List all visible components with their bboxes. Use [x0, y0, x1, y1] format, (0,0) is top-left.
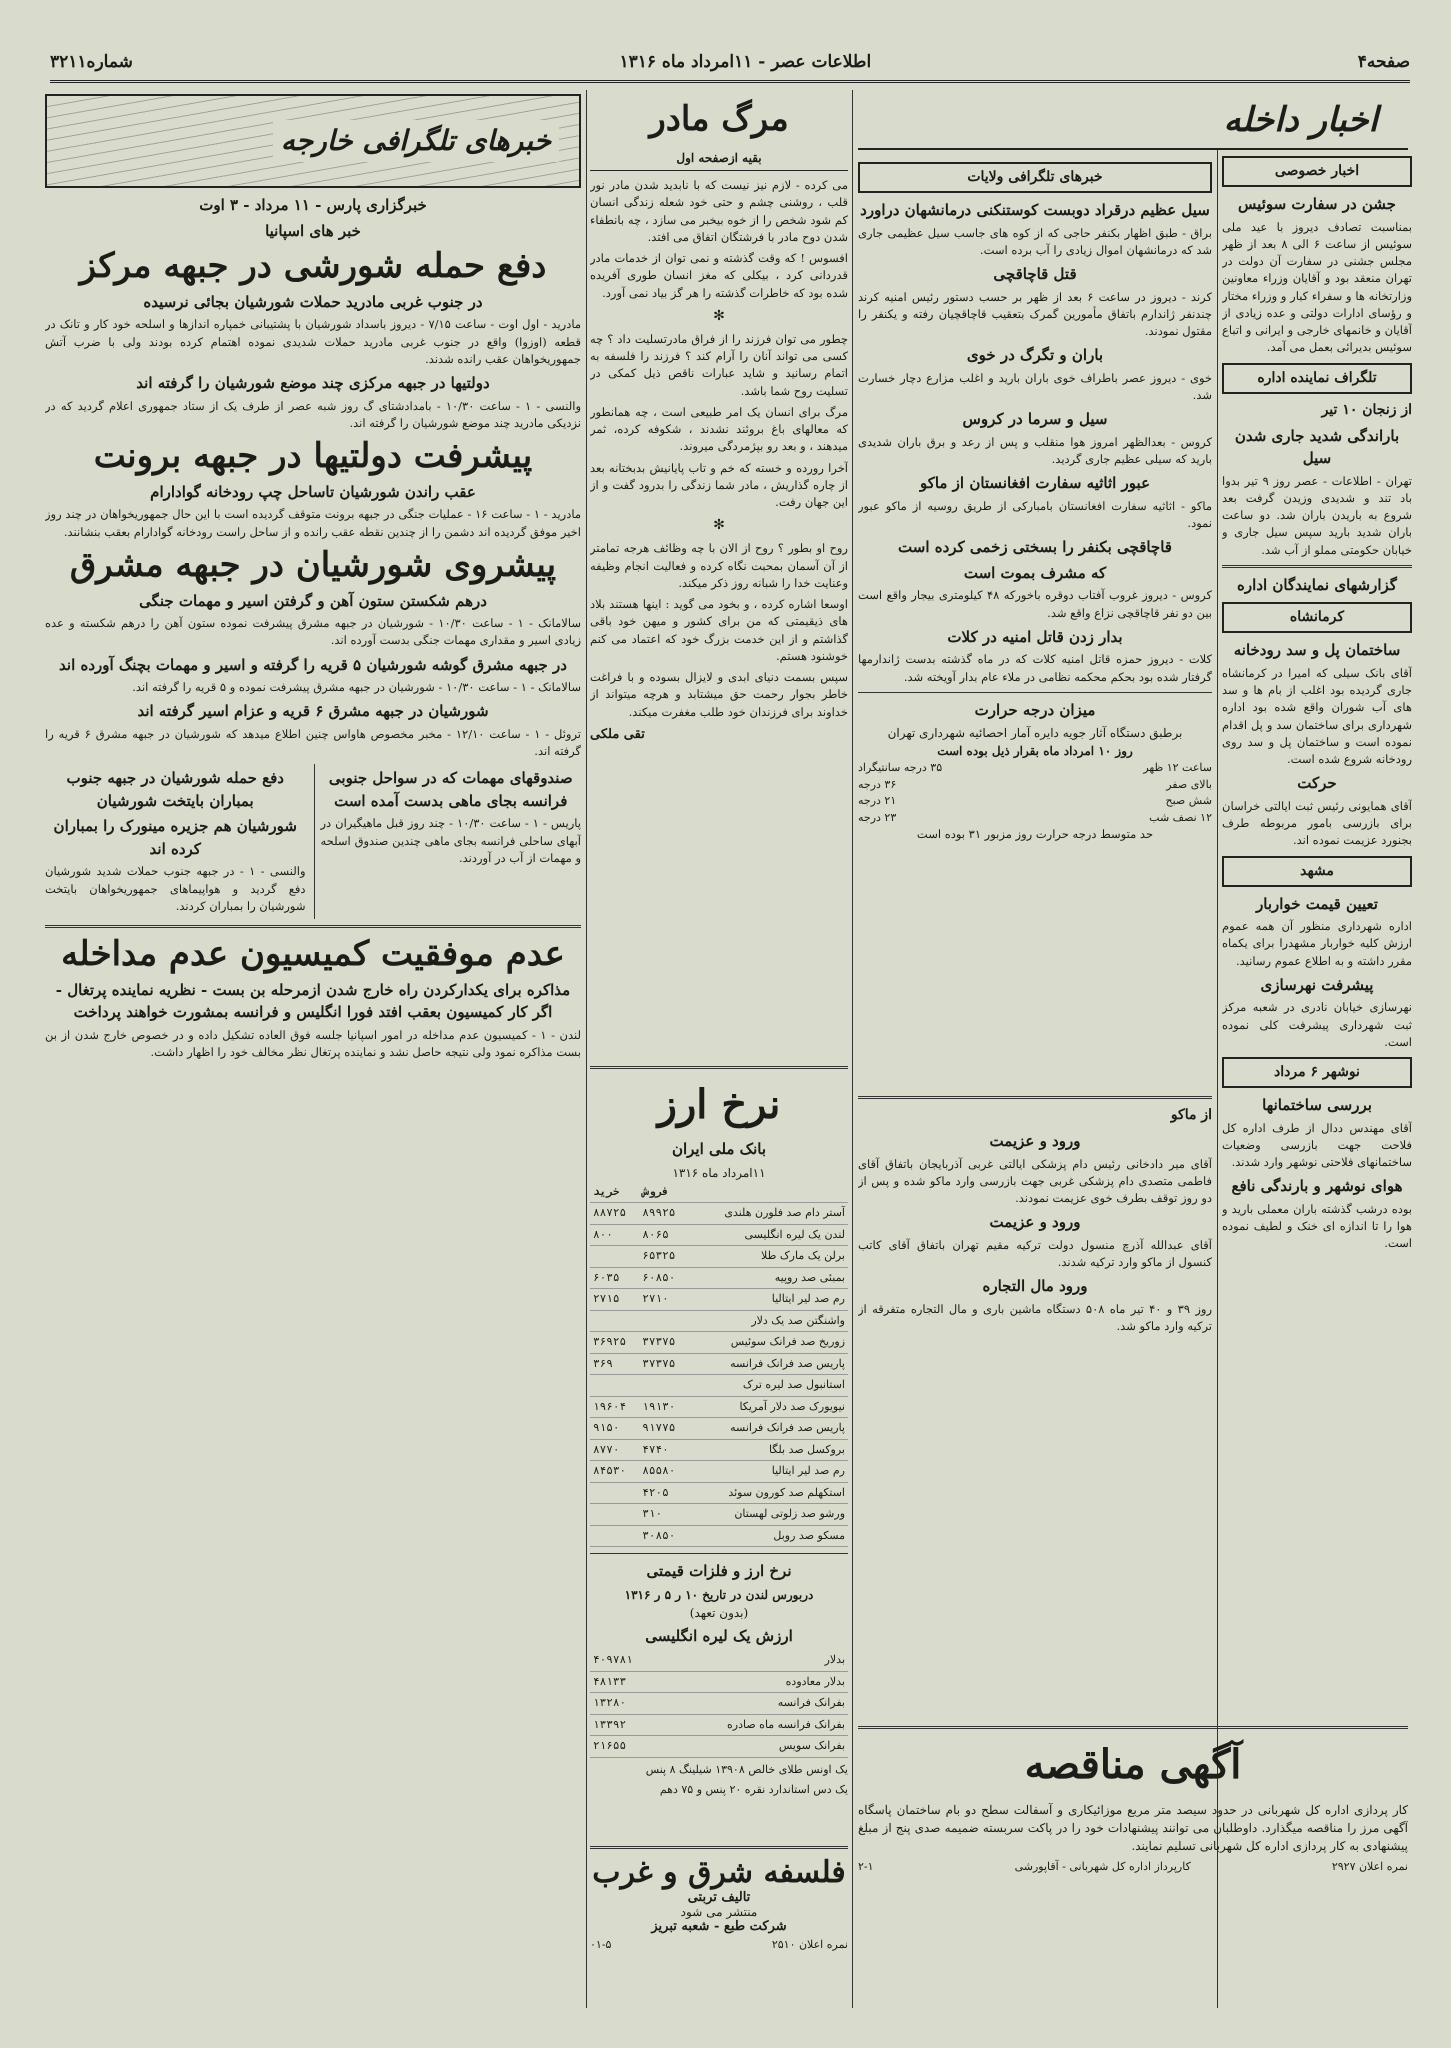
article-body: سالامانک - ۱ - ساعت ۱۰/۳۰ - شورشیان در جبهه مشرق پیشرفت نموده ستون آهن را درهم شکسته و عده زیادی اسیر و مقداری مهمات جنگی بدست آورده اند.	[45, 616, 581, 648]
table-cell: ۹۱۵۰	[590, 1418, 639, 1440]
subheadline: مذاکره برای یکدارکردن راه خارج شدن ازمرحله بن بست - نظریه نماینده پرتغال - اگر کار کمیسیون بعقب افتد فورا انگلیس و فرانسه بمشورت خواهند پرداخت	[55, 980, 571, 1022]
table-cell: ۸۹۹۲۵	[639, 1203, 688, 1225]
foreign-banner	[45, 94, 581, 188]
dateline: از زنجان ۱۰ تیر	[1321, 401, 1412, 418]
table-cell: بفرانک سویس	[660, 1736, 848, 1758]
table-row	[590, 1461, 848, 1483]
article-body: کرند - دیروز در ساعت ۶ بعد از ظهر بر حسب دستور رئیس امنیه کرند چندنفر ژاندارم باتفاق مأمورین گمرک بتعقیب قاچاقچیان رفته و یکنفر را مقتول نمودند.	[858, 289, 1212, 338]
headline: دفع حمله شورشیان در جبهه جنوب بمباران بایتخت شورشیان	[66, 769, 284, 810]
article-body: سالامانک - ۱ - ساعت ۱۰/۳۰ - شورشیان در جبهه مشرق پیشرفت نموده و ۵ قریه را گرفته اند.	[132, 680, 581, 695]
metals-subtitle: دربورس لندن در تاریخ ۱۰ ر ۵ ر ۱۳۱۶	[624, 1587, 814, 1602]
maku-section	[858, 1090, 1212, 1340]
table-cell: ۸۵۵۸۰	[639, 1461, 688, 1483]
article-body: چطور می توان فرزند را از فراق مادرتسلیت داد ؟ چه کسی می تواند آنان را آرام کند ؟ فرزند را فلسفه به اتمام رسانید و شاید عبارات ناقص ذیل کمکی در تسلیت روح شما باشد.	[590, 331, 848, 398]
ad-title: آگهی مناقصه	[1024, 1741, 1242, 1788]
table-cell: ۲۱۶۵۵	[590, 1736, 660, 1758]
table-cell: ۲۷۱۰	[639, 1289, 688, 1311]
article-body: ماکو - اثاثیه سفارت افغانستان بامبارکی از طریق روسیه از ماکو عبور نمود.	[858, 498, 1212, 530]
headline: حرکت	[1297, 774, 1337, 793]
author: تقی ملکی	[590, 726, 645, 742]
two-col-block	[45, 764, 581, 919]
table-cell: ۱۳۳۹۲	[590, 1714, 660, 1736]
headline: بدار زدن قاتل امنیه در کلات	[947, 627, 1123, 646]
headline: دولتیها در جبهه مرکزی چند موضع شورشیان را گرفته اند	[136, 374, 490, 393]
table-cell: ۳۶۹	[590, 1353, 639, 1375]
table-cell: فروش	[639, 1182, 688, 1203]
subheadline: در جنوب غربی مادرید حملات شورشیان بجائی نرسیده	[143, 292, 483, 311]
metals-title: نرخ ارز و فلزات قیمتی	[646, 1562, 792, 1580]
table-cell: ۱۹۶۰۴	[590, 1396, 639, 1418]
headline: سیل و سرما در کروس	[962, 410, 1108, 429]
article-body: بوده درشب گذشته باران معملی بارید و هوا را تا اندازه ای خنک و لطیف نموده است.	[1222, 1201, 1412, 1251]
book-author: تالیف تربتی	[687, 1890, 751, 1905]
metals-table	[590, 1650, 848, 1758]
table-row	[590, 1693, 848, 1715]
table-cell	[590, 1246, 639, 1268]
table-cell: ۸۸۷۲۵	[590, 1203, 639, 1225]
table-row	[590, 1714, 848, 1736]
table-cell	[590, 1482, 639, 1504]
table-cell: واشنگتن صد یک دلار	[689, 1310, 848, 1332]
table-cell: نیویورک صد دلار آمریکا	[689, 1396, 848, 1418]
continued-label: بقیه ازصفحه اول	[590, 149, 848, 171]
table-cell: ۸۰۶۵	[639, 1224, 688, 1246]
table-row	[590, 1289, 848, 1311]
headline: بررسی ساختمانها	[1262, 1096, 1372, 1114]
page-label: صفحه۴	[1357, 52, 1410, 72]
headline: باراندگی شدید جاری شدن سیل	[1234, 426, 1400, 467]
banner-title: خبرهای تلگرافی خارجه	[273, 120, 559, 162]
table-cell: خرید	[590, 1182, 639, 1203]
article-body: سپس بسمت دنیای ابدی و لایزال بسوده و با فراغت خاطر بجوار رحمت حق میشتابد و هرچه میتواند از خداوند برای فرزندان خود طلب مغفرت میکند.	[590, 670, 848, 719]
table-cell	[590, 1525, 639, 1547]
temperature-row: بالای صفر ۳۶ درجه	[858, 777, 1212, 791]
headline: ورود مال التجاره	[982, 1277, 1088, 1296]
rates-date: ۱۱امرداد ماه ۱۳۱۶	[672, 1165, 766, 1180]
domestic-title-bar	[858, 92, 1408, 150]
headline: میزان درجه حرارت	[974, 700, 1096, 719]
article-body: خوی - دیروز عصر باطراف خوی باران بارید و اغلب مزارع دچار خسارت شد.	[858, 370, 1212, 402]
silver-line: یک دس استاندارد نقره ۲۰ پنس و ۷۵ دهم	[659, 1783, 848, 1796]
article-body: بمناسبت تصادف دیروز با عید ملی سوئیس از ساعت ۶ الی ۸ بعد از ظهر مجلس جشنی در سفارت آن دولت در تهران منعقد بود و آقایان وزراء معاونین وزارتخانه ها و سفراء کبار و وزراء مختار و رؤسای ادارات دولتی و عده زیادی از آقایان و خانمهای خارجی و ایرانی و اتباع سوئیس بدیرائی بعمل می آمد.	[1222, 219, 1412, 355]
article-body: اوسعا اشاره کرده ، و بخود می گوید : اینها هستند بلاد های ذیقیمتی که من برای کشور و میهن خود باقی گذاشتم و از این خدمت بزرگ خود که اعتماد می کنم خوشنود هستم.	[590, 597, 848, 663]
temperature-row: ۱۲ نصف شب ۲۳ درجه	[858, 810, 1212, 824]
headline: سیل عظیم درقراد دوبست کوستنکنی درمانشهان دراورد	[860, 201, 1210, 219]
table-cell: برلن یک مارک طلا	[689, 1246, 848, 1268]
article-body: آقای مهندس ددال از طرف اداره کل فلاحت جهت بازرسی وضعیات ساختمانهای فلاحتی نوشهر وارد شدند.	[1222, 1120, 1412, 1169]
divider	[45, 925, 581, 928]
table-cell: بمبئی صد روپیه	[689, 1267, 848, 1289]
table-cell	[639, 1375, 688, 1397]
table-row	[590, 1375, 848, 1397]
divider	[590, 1846, 848, 1849]
table-cell: ۴۸۱۳۳	[590, 1671, 660, 1693]
article-body: براق - طبق اظهار بکنفر حاجی که از کوه های جاسب سیل عظیمی جاری شد که درمانشهان اموال زیادی را آب برده است.	[858, 225, 1212, 257]
table-cell: زوریخ صد فرانک سوئیس	[689, 1332, 848, 1354]
headline: قاچاقچی بکنفر را بسختی زخمی کرده است	[898, 538, 1172, 557]
table-cell: ۳۱۰	[639, 1504, 688, 1526]
article-body: آقای عبدالله آذرچ منسول دولت ترکیه مقیم تهران باتفاق آقای کاتب کنسول از ماکو وارد ترکیه شدند.	[858, 1237, 1212, 1269]
article-body: روح او بطور ؟ روح از الان با چه وظائف هرجه تمامتر از آن آسمان بمحبت نگاه کرده و فعالیت انجام وظیفه وعنایت خدا را شبانه روز ذکر میکند.	[590, 541, 848, 590]
metals-note: (بدون تعهد)	[689, 1605, 749, 1620]
table-cell: استکهلم صد کورون سوئد	[689, 1482, 848, 1504]
article-body: مادرید - ۱ - ساعت ۱۶ - عملیات جنگی در جبهه برونت متوقف گردیده است با این حال جمهوریخواهان در چند روز اخیر موفق گردیده اند دشمن را از چندین نقطه عقب رانده و از ساحل راست رودخانه گوادارام بعقب بنشانند.	[45, 507, 581, 539]
table-cell: بفرانک فرانسه ماه صادره	[660, 1714, 848, 1736]
article-body: مادرید - اول اوت - ساعت ۷/۱۵ - دیروز باسداد شورشیان با پشتیبانی خمپاره اندازها و اسلحه خود کار و تانک در قطعه (اوزوا) واقع در جنوب غربی مادرید حملات شدیدی نموده اهتمام کرده بودند ولی با ضرب آتش جمهوریخواهان عقب رانده شدند.	[45, 317, 581, 366]
article-body: نهرسازی خیابان نادری در شعبه مرکز ثبت شهرداری پیشرفت کلی نموده است.	[1222, 1000, 1412, 1049]
table-cell	[689, 1182, 848, 1203]
article-title: مرگ مادر	[649, 99, 789, 139]
table-cell: ۳۶۹۲۵	[590, 1332, 639, 1354]
table-cell: بدلار معادوده	[660, 1671, 848, 1693]
table-row	[590, 1525, 848, 1547]
headline: باران و تگرگ در خوی	[966, 346, 1104, 365]
headline: عبور اثاثیه سفارت افغانستان از ماکو	[919, 474, 1151, 493]
agency-line: خبرگزاری پارس - ۱۱ مرداد - ۳ اوت	[199, 196, 427, 214]
table-row	[590, 1203, 848, 1225]
table-cell: بروکسل صد بلگا	[689, 1439, 848, 1461]
article-body: آخرا رورده و خسته که خم و تاب پایانیش بدبختانه بعد از چاره گذاریش ، مادر شما زندگی را بدرود گفت و از این جهان رفت.	[590, 460, 848, 509]
subheadline: برطبق دستگاه آثار جویه دایره آمار احصائیه شهرداری تهران	[887, 726, 1183, 741]
article-body: پاریس - ۱ - ساعت ۱۰/۳۰ - چند روز قبل ماهیگیران در آبهای ساحلی فرانسه بجای ماهی چندین صندوق اسلحه و مهمات از آب در آوردند.	[320, 816, 581, 865]
table-row	[590, 1439, 848, 1461]
headline-large: دفع حمله شورشی در جبهه مرکز	[79, 246, 547, 286]
subheadline: عقب راندن شورشیان تاساحل چپ رودخانه گوادارام	[150, 482, 476, 501]
masthead	[50, 48, 1410, 83]
table-cell: ۸۰۰	[590, 1224, 639, 1246]
ad-body: کار پردازی اداره کل شهربانی در حدود سیصد متر مربع موزائیکاری و آسفالت سطح دو بام ساختمان پاسگاه آگهی مرز را مناقصه میگذارد. داوطلبان می توانند پیشنهادات خود را در پاکت سربسته ضمیمه صدی پنج از مبلغ پیشنهادی به کار پردازی اداره کل شهربانی تسلیم نمایند.	[858, 1803, 1408, 1853]
table-cell: ۱۳۲۸۰	[590, 1693, 660, 1715]
ornament-icon: ✻	[713, 307, 725, 324]
article-body: آقای بانک سیلی که امیرا در کرمانشاه جاری گردیده بود اغلب از بام ها و سد های آب شوران واقع شده بود اداره شهرداری برای ساختمان سد و پل اقدام نموده است و ساختمان پل و سد روی رودخانه شروع شده است.	[1222, 665, 1412, 766]
article-body: مرگ برای انسان یک امر طبیعی است ، چه همانطور که معالهای باغ بروئند نشدند ، شکوفه کرده، ثمر میدهند ، و بعد رو بپژمردگی میروند.	[590, 404, 848, 454]
sub-column	[314, 764, 582, 919]
table-cell: ۹۱۷۷۵	[639, 1418, 688, 1440]
table-row	[590, 1736, 848, 1758]
table-row	[590, 1246, 848, 1268]
rates-title: نرخ ارز	[657, 1081, 781, 1128]
ornament-icon: ✻	[713, 517, 725, 534]
temperature-footer: حد متوسط درجه حرارت روز مزبور ۳۱ بوده است	[916, 827, 1154, 842]
article-body: می کرده - لازم نیز نیست که با نابدید شدن مادر نور قلب ، روشنی چشم و حتی خود شعله زندگی انسان کم شود شخص را از خوه بیخبر می سازد ، چه بانطفاء شدن دوح مادر با فرشتگان اتفاق می افتد.	[590, 178, 848, 244]
headline: در جبهه مشرق گوشه شورشیان ۵ قریه را گرفته و اسیر و مهمات بچنگ آورده اند	[59, 655, 567, 674]
divider	[858, 1096, 1212, 1099]
headline: ساختمان پل و سد رودخانه	[1233, 641, 1401, 660]
table-cell	[590, 1310, 639, 1332]
table-row	[590, 1396, 848, 1418]
table-row	[590, 1310, 848, 1332]
table-row	[590, 1482, 848, 1504]
table-cell: ورشو صد زلوتی لهستان	[689, 1504, 848, 1526]
headline: پیشرفت نهرسازی	[1260, 975, 1374, 994]
article-body: کروس - بعدالظهر امروز هوا منقلب و پس از رعد و برق باران شدیدی بارید که سیلی عظیم جاری گردید.	[858, 434, 1212, 466]
divider	[858, 692, 1212, 693]
table-cell: ۴۷۴۰	[639, 1439, 688, 1461]
table-cell: ۳۷۳۷۵	[639, 1332, 688, 1354]
headline: صندوقهای مهمات که در سواحل جنوبی فرانسه بجای ماهی بدست آمده است	[328, 769, 573, 810]
article-body: کروس - دیروز غروب آفتاب دوقره باخورکه ۴۸ کیلومتری بیجار واقع است بین دو نفر قاچاقچی نزاع واقع شد.	[858, 588, 1212, 620]
foreign-column	[45, 90, 581, 2010]
subheadline: شورشیان هم جزیره مینورک را بمباران کرده اند	[53, 817, 297, 858]
table-cell: بدلار	[660, 1650, 848, 1671]
table-cell	[590, 1375, 639, 1397]
table-row	[590, 1650, 848, 1671]
article-body: تروئل - ۱ - ساعت ۱۲/۱۰ - مخبر مخصوص هاواس چنین اطلاع میدهد که شورشیان در جبهه مشرق ۶ قریه را گرفته اند.	[45, 726, 581, 759]
table-cell	[639, 1310, 688, 1332]
table-cell: استانبول صد لیره ترک	[689, 1375, 848, 1397]
subheadline: درهم شکستن ستون آهن و گرفتن اسیر و مهمات جنگی	[139, 591, 487, 610]
article-body: روز ۳۹ و ۴۰ تیر ماه ۵۰۸ دستگاه ماشین باری و مال التجاره متفرقه از ترکیه وارد ماکو شد.	[858, 1301, 1212, 1333]
column-rule	[852, 90, 853, 2008]
bank-name: بانک ملی ایران	[671, 1140, 767, 1158]
table-cell: ۸۴۵۳۰	[590, 1461, 639, 1483]
headline: شورشیان در جبهه مشرق ۶ قریه و عزام اسیر گرفته اند	[137, 702, 489, 721]
article-body: والنسی - ۱ - ساعت ۱۰/۳۰ - بامدادشتای گ روز شبه عصر از طرف یک از ستاد جمهوری اعلام گردید که در نزدیکی مادرید چند موضع شورشیان را گرفته اند.	[45, 398, 581, 430]
table-row	[590, 1332, 848, 1354]
divider	[590, 1066, 848, 1069]
book-title: فلسفه شرق و غرب	[592, 1855, 846, 1890]
tender-ad	[858, 1720, 1408, 2005]
headline-large: عدم موفقیت کمیسیون عدم مداخله	[61, 934, 565, 975]
table-cell: ۲۷۱۵	[590, 1289, 639, 1311]
table-cell: ۳۰۸۵۰	[639, 1525, 688, 1547]
article-body: لندن - ۱ - کمیسیون عدم مداخله در امور اسپانیا جلسه فوق العاده تشکیل داده و در خصوص خارج شدن از بن بست مذاکره نمود ولی نتیجه حاصل نشد و نماینده پرتغال نظر مخالف خود را اظهار داشت.	[45, 1027, 581, 1060]
table-cell: رم صد لیر ایتالیا	[689, 1461, 848, 1483]
issue-number: شماره۳۲۱۱	[50, 52, 133, 72]
table-row	[590, 1504, 848, 1526]
headline-large: پیشروی شورشیان در جبهه مشرق	[69, 544, 557, 585]
table-row	[590, 1353, 848, 1375]
book-ad	[590, 1840, 848, 2005]
masthead-date: اطلاعات عصر - ۱۱امرداد ماه ۱۳۱۶	[619, 52, 872, 72]
section-head-private: اخبار خصوصی	[1222, 156, 1412, 187]
article-body: آقای همایونی رئیس ثبت ایالتی خراسان برای بازرسی بامور مربوطه طرف بجنورد عزیمت نموده اند.	[1222, 798, 1412, 848]
table-cell: مسکو صد روبل	[689, 1525, 848, 1547]
table-cell	[590, 1504, 639, 1526]
column-rule	[586, 90, 587, 2008]
table-cell: لندن یک لیره انگلیسی	[689, 1224, 848, 1246]
headline: ورود و عزیمت	[989, 1132, 1081, 1150]
sub-column	[45, 764, 306, 919]
section-title: اخبار داخله	[1223, 100, 1378, 140]
article-body: آقای میر دادخانی رئیس دام پزشکی ایالتی غربی آذربایجان باتفاق آقای فاطمی متصدی دام پزشکی غربی جهت بازرسی وارد ماکو شده و پس از دو روز توقف بطرف خوی عزیمت نمودند.	[858, 1156, 1212, 1205]
metals-value-head: ارزش یک لیره انگلیسی	[645, 1626, 793, 1645]
city-head: نوشهر ۶ مرداد	[1222, 1057, 1412, 1088]
headline: جشن در سفارت سوئیس	[1238, 195, 1396, 213]
article-body: افسوس ! که وقت گذشته و نمی توان از خدمات مادر قدردانی کرد ، بیکلی که مغز انسان طوری آفریده شده بود که خاطرات گذشته را هر گز بیاد نمی آورد.	[590, 251, 848, 300]
mother-column	[590, 90, 848, 1050]
headline: ورود و عزیمت	[989, 1213, 1081, 1232]
table-cell: رم صد لیر ایتالیا	[689, 1289, 848, 1311]
temperature-row: ساعت ۱۲ ظهر ۳۵ درجه سانتیگراد	[858, 761, 1212, 775]
ad-footer: نمره اعلان ۲۵۱۰ ۰۱-۵	[590, 1938, 848, 1951]
temperature-line: روز ۱۰ امرداد ماه بقرار ذیل بوده است	[937, 744, 1133, 759]
article-body: تهران - اطلاعات - عصر روز ۹ تیر بدوا باد تند و شدیدی وزیدن گرفت بعد شروع به باریدن باران شد. دو ساعت باران شدید بارید سپس سیل جاری و خیابان حکومتی مملو از آب شد.	[1222, 473, 1412, 557]
headline: تعیین قیمت خواربار	[1256, 894, 1378, 913]
divider	[858, 1726, 1408, 1729]
table-row	[590, 1224, 848, 1246]
section-head-telegram: تلگراف نماینده اداره	[1222, 363, 1412, 394]
table-cell: پاریس صد فرانک فرانسه	[689, 1353, 848, 1375]
table-cell: ۶۵۳۲۵	[639, 1246, 688, 1268]
gold-line: یک اونس طلای خالص ۱۳۹۰۸ شیلینگ ۸ پنس	[645, 1762, 848, 1776]
rates-table	[590, 1182, 848, 1548]
table-cell: ۴۲۰۵	[639, 1482, 688, 1504]
table-cell: ۶۰۸۵۰	[639, 1267, 688, 1289]
table-row	[590, 1267, 848, 1289]
article-body: والنسی - ۱ - در جبهه جنوب حملات شدید شورشیان دفع گردید و هواپیماهای جمهوریخواهان بایتخت شورشیان را بمباران کردند.	[45, 864, 306, 913]
headline: هوای نوشهر و بارندگی نافع	[1231, 1177, 1403, 1196]
table-cell: پاریس صد فرانک فرانسه	[689, 1418, 848, 1440]
divider	[1222, 565, 1412, 568]
table-cell: ۸۷۷۰	[590, 1439, 639, 1461]
table-cell: ۱۹۱۳۰	[639, 1396, 688, 1418]
section-head-provinces: خبرهای تلگرافی ولایات	[858, 162, 1212, 193]
subheadline: که مشرف بموت است	[963, 563, 1107, 582]
table-cell: آستر دام صد فلورن هلندی	[689, 1203, 848, 1225]
headline-large: پیشرفت دولتیها در جبهه برونت	[93, 436, 533, 477]
table-cell: بفرانک فرانسه	[660, 1693, 848, 1715]
spain-head: خبر های اسپانیا	[265, 221, 361, 240]
table-cell: ۶۰۳۵	[590, 1267, 639, 1289]
article-body: اداره شهرداری منظور آن همه عموم ارزش کلیه خواربار مشهدرا برای یکماه مقرر داشته و به اطلاع عموم رسانید.	[1222, 919, 1412, 968]
article-body: کلات - دیروز حمزه قاتل امنیه کلات که در ماه گذشته بدست ژاندارمها گرفتار شده بود بحکم محکمه نظامی در ملاء عام بدار آویخته شد.	[858, 652, 1212, 684]
book-pub: منتشر می شود	[680, 1905, 758, 1919]
city-head: کرمانشاه	[1222, 602, 1412, 633]
headline: قتل قاچاقچی	[993, 265, 1077, 283]
table-row	[590, 1671, 848, 1693]
ad-footer: نمره اعلان ۲۹۲۷ کارپرداز اداره کل شهربانی - آقاپورشی ۲-۱	[858, 1860, 1408, 1873]
provinces-column	[858, 156, 1212, 1086]
divider	[590, 1553, 848, 1554]
table-cell: ۴۰۹۷۸۱	[590, 1650, 660, 1671]
book-printer: شرکت طبع - شعبه تبریز	[651, 1919, 787, 1934]
temperature-row: شش صبح ۲۱ درجه	[858, 794, 1212, 808]
section-head-maku: از ماکو	[1170, 1107, 1212, 1123]
table-row	[590, 1418, 848, 1440]
city-head: مشهد	[1222, 856, 1412, 887]
table-cell: ۳۷۳۷۵	[639, 1353, 688, 1375]
table-header	[590, 1182, 848, 1203]
section-head-reports: گزارشهای نمایندگان اداره	[1237, 575, 1397, 594]
rates-section	[590, 1060, 848, 1830]
